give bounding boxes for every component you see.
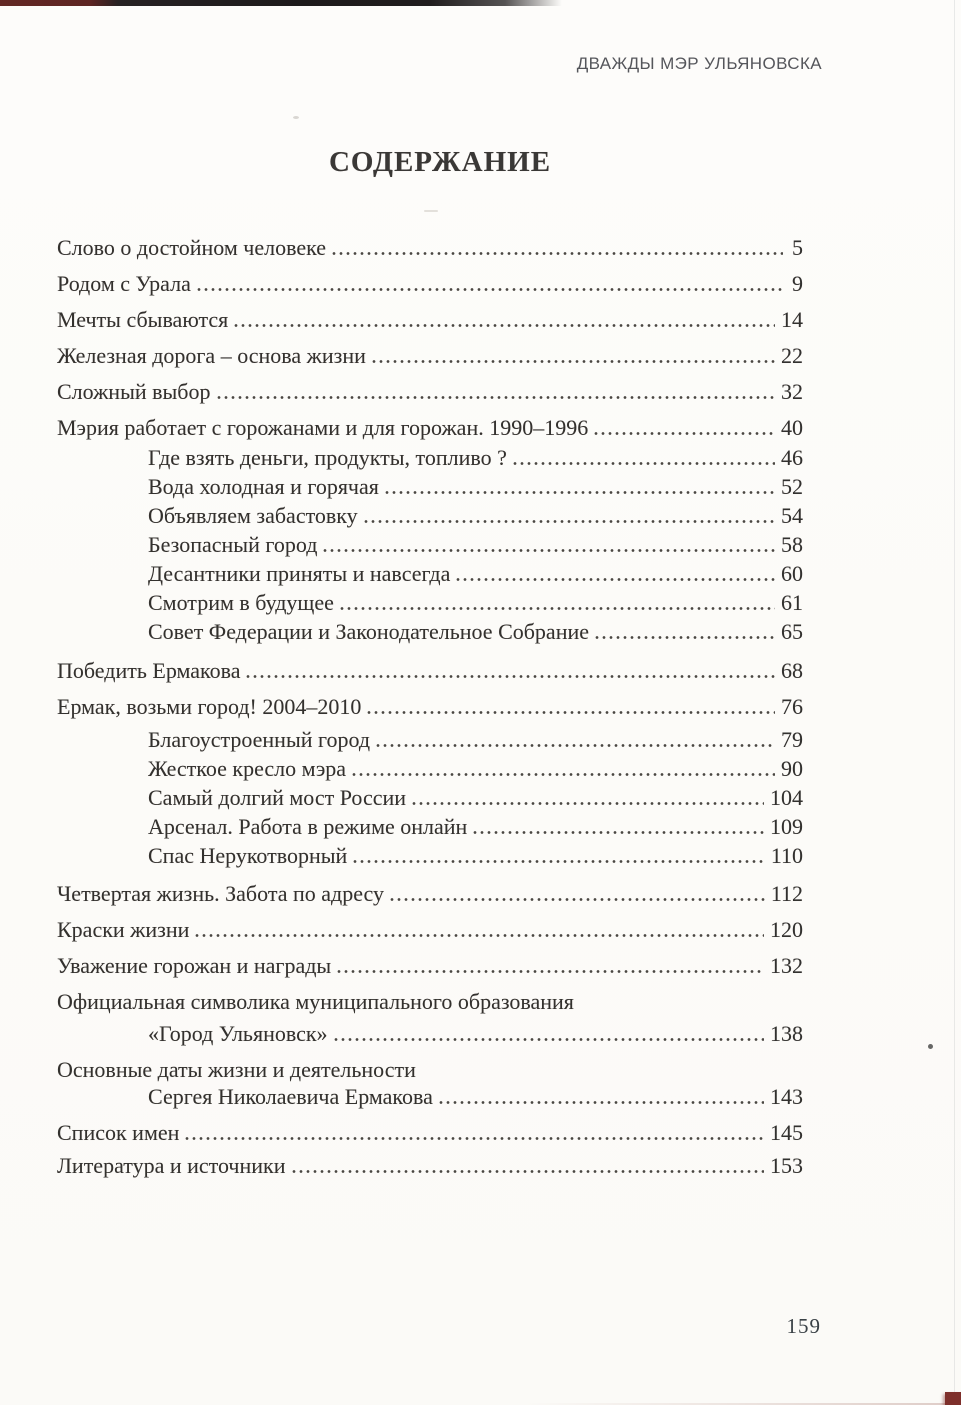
toc-entry-page: 109 bbox=[770, 814, 803, 839]
toc-entry bbox=[57, 474, 803, 500]
toc-entry-page: 110 bbox=[770, 843, 803, 868]
page-title: СОДЕРЖАНИЕ bbox=[328, 146, 552, 178]
dot-leader bbox=[334, 1037, 764, 1042]
toc-entry bbox=[57, 1120, 803, 1146]
toc-entry-page: 22 bbox=[781, 343, 803, 368]
toc-entry-title: Безопасный город bbox=[148, 532, 318, 557]
dot-leader bbox=[195, 933, 764, 938]
dot-leader bbox=[364, 519, 775, 524]
toc-entry-title: Список имен bbox=[57, 1120, 180, 1145]
dot-leader bbox=[332, 251, 783, 256]
toc-entry-page: 79 bbox=[781, 727, 803, 752]
toc-entry bbox=[57, 694, 803, 720]
scan-artifact-right-edge bbox=[954, 0, 955, 1405]
toc-entry bbox=[57, 445, 803, 471]
scan-speck bbox=[293, 116, 299, 119]
table-of-contents bbox=[57, 235, 803, 1179]
toc-entry-page: 32 bbox=[781, 379, 803, 404]
toc-entry bbox=[57, 307, 803, 333]
toc-entry bbox=[57, 1021, 803, 1047]
dot-leader bbox=[353, 859, 765, 864]
dot-leader bbox=[385, 490, 775, 495]
toc-entry-title: Краски жизни bbox=[57, 917, 190, 942]
toc-entry bbox=[57, 658, 803, 684]
toc-entry-title: Объявляем забастовку bbox=[148, 503, 358, 528]
toc-entry-page: 68 bbox=[781, 658, 803, 683]
scan-artifact-corner-block bbox=[945, 1392, 961, 1405]
dot-leader bbox=[390, 897, 765, 902]
toc-entry-page: 145 bbox=[770, 1120, 803, 1145]
dot-leader bbox=[594, 431, 775, 436]
toc-entry bbox=[57, 953, 803, 979]
dot-leader bbox=[352, 772, 775, 777]
toc-entry-page: 46 bbox=[781, 445, 803, 470]
dot-leader bbox=[439, 1100, 764, 1105]
toc-entry-title: Мечты сбываются bbox=[57, 307, 229, 332]
toc-entry bbox=[57, 561, 803, 587]
toc-entry bbox=[57, 785, 803, 811]
toc-entry bbox=[57, 1084, 803, 1110]
scan-artifact-top-bar bbox=[0, 0, 562, 6]
toc-entry-title: Слово о достойном человеке bbox=[57, 235, 327, 260]
dot-leader bbox=[595, 635, 775, 640]
toc-entry-title: Сложный выбор bbox=[57, 379, 211, 404]
toc-entry-title: Смотрим в будущее bbox=[148, 590, 334, 615]
toc-entry-page: 65 bbox=[781, 619, 803, 644]
toc-entry-page: 5 bbox=[792, 235, 803, 260]
toc-entry bbox=[57, 1153, 803, 1179]
toc-entry bbox=[57, 917, 803, 943]
dot-leader bbox=[372, 359, 775, 364]
toc-entry-page: 60 bbox=[781, 561, 803, 586]
dot-leader bbox=[473, 830, 764, 835]
toc-entry-title: Спас Нерукотворный bbox=[148, 843, 348, 868]
toc-entry-title: Железная дорога – основа жизни bbox=[57, 343, 366, 368]
toc-entry-page: 54 bbox=[781, 503, 803, 528]
dot-leader bbox=[422, 1073, 783, 1078]
scan-speck bbox=[928, 1044, 933, 1049]
toc-entry-title: Где взять деньги, продукты, топливо ? bbox=[148, 445, 507, 470]
toc-entry-title: Официальная символика муниципального образования bbox=[57, 989, 574, 1014]
toc-entry-page: 90 bbox=[781, 756, 803, 781]
toc-entry-page: 14 bbox=[781, 307, 803, 332]
toc-entry-title: Сергея Николаевича Ермакова bbox=[148, 1084, 433, 1109]
toc-entry bbox=[57, 235, 803, 261]
dot-leader bbox=[580, 1005, 783, 1010]
toc-entry-title: Десантники приняты и навсегда bbox=[148, 561, 451, 586]
dot-leader bbox=[456, 577, 775, 582]
toc-entry-title: Основные даты жизни и деятельности bbox=[57, 1057, 416, 1082]
dot-leader bbox=[367, 710, 775, 715]
toc-entry bbox=[57, 989, 803, 1015]
toc-entry bbox=[57, 619, 803, 645]
toc-entry bbox=[57, 590, 803, 616]
toc-entry bbox=[57, 756, 803, 782]
toc-entry-page: 143 bbox=[770, 1084, 803, 1109]
toc-entry-title: Самый долгий мост России bbox=[148, 785, 407, 810]
toc-entry-page: 120 bbox=[770, 917, 803, 942]
dot-leader bbox=[217, 395, 776, 400]
dot-leader bbox=[376, 743, 775, 748]
toc-entry bbox=[57, 379, 803, 405]
page-number: 159 bbox=[786, 1314, 821, 1338]
toc-entry bbox=[57, 843, 803, 869]
toc-entry-page: 132 bbox=[770, 953, 803, 978]
dot-leader bbox=[234, 323, 775, 328]
toc-entry-page: 9 bbox=[792, 271, 803, 296]
toc-entry-title: Уважение горожан и награды bbox=[57, 953, 332, 978]
toc-entry-title: Родом с Урала bbox=[57, 271, 191, 296]
dot-leader bbox=[323, 548, 775, 553]
dot-leader bbox=[292, 1169, 765, 1174]
scan-speck bbox=[424, 210, 438, 212]
toc-entry-title: Четвертая жизнь. Забота по адресу bbox=[57, 881, 385, 906]
dot-leader bbox=[340, 606, 775, 611]
dot-leader bbox=[412, 801, 764, 806]
running-head: ДВАЖДЫ МЭР УЛЬЯНОВСКА bbox=[576, 54, 822, 73]
toc-entry bbox=[57, 503, 803, 529]
toc-entry-page: 76 bbox=[781, 694, 803, 719]
toc-entry bbox=[57, 532, 803, 558]
toc-entry-title: Благоустроенный город bbox=[148, 727, 371, 752]
toc-entry-title: Арсенал. Работа в режиме онлайн bbox=[148, 814, 468, 839]
dot-leader bbox=[197, 287, 783, 292]
toc-entry-title: Литература и источники bbox=[57, 1153, 286, 1178]
toc-entry bbox=[57, 343, 803, 369]
toc-entry-title: Вода холодная и горячая bbox=[148, 474, 379, 499]
toc-entry-title: Победить Ермакова bbox=[57, 658, 241, 683]
toc-entry-title: Ермак, возьми город! 2004–2010 bbox=[57, 694, 362, 719]
toc-entry-title: Мэрия работает с горожанами и для горожан. 1990–1996 bbox=[57, 415, 589, 440]
toc-entry bbox=[57, 1057, 803, 1083]
toc-entry-page: 138 bbox=[770, 1021, 803, 1046]
toc-entry bbox=[57, 814, 803, 840]
toc-entry-page: 112 bbox=[770, 881, 803, 906]
toc-entry-page: 58 bbox=[781, 532, 803, 557]
toc-entry-title: Жесткое кресло мэра bbox=[148, 756, 347, 781]
toc-entry bbox=[57, 881, 803, 907]
toc-entry bbox=[57, 727, 803, 753]
toc-entry-page: 40 bbox=[781, 415, 803, 440]
dot-leader bbox=[185, 1136, 764, 1141]
toc-entry-title: «Город Ульяновск» bbox=[148, 1021, 328, 1046]
toc-entry-title: Совет Федерации и Законодательное Собрание bbox=[148, 619, 590, 644]
toc-entry bbox=[57, 415, 803, 441]
toc-entry-page: 153 bbox=[770, 1153, 803, 1178]
toc-entry-page: 61 bbox=[781, 590, 803, 615]
dot-leader bbox=[337, 969, 764, 974]
toc-entry-page: 52 bbox=[781, 474, 803, 499]
toc-entry bbox=[57, 271, 803, 297]
toc-entry-page: 104 bbox=[770, 785, 803, 810]
dot-leader bbox=[246, 674, 775, 679]
dot-leader bbox=[513, 461, 775, 466]
